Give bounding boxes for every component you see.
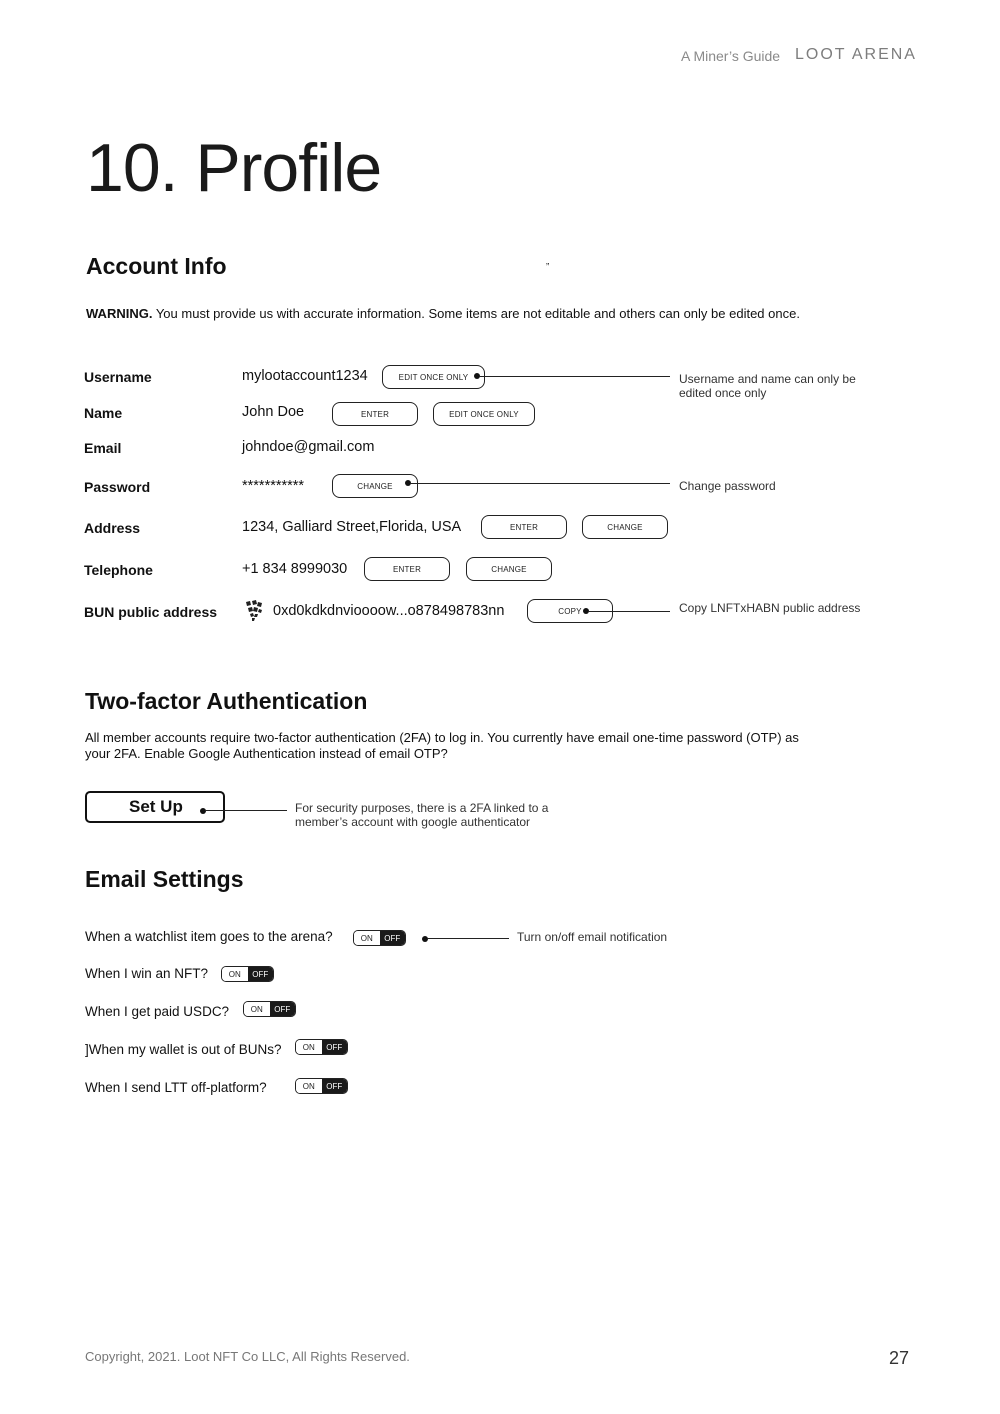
name-edit-once-button[interactable]: EDIT ONCE ONLY [433, 402, 535, 426]
header-guide-title: A Miner’s Guide [681, 48, 781, 64]
name-value: John Doe [242, 404, 305, 420]
password-note: Change password [679, 479, 776, 493]
bun-address-label: BUN public address [84, 604, 218, 620]
toggle-on-label: ON [222, 967, 248, 981]
username-note: Username and name can only be edited once only [679, 372, 856, 400]
telephone-change-button[interactable]: CHANGE [466, 557, 552, 581]
address-enter-button[interactable]: ENTER [481, 515, 567, 539]
toggle-off-label: OFF [380, 931, 406, 945]
copy-note: Copy LNFTxHABN public address [679, 601, 861, 615]
callout-line [427, 938, 509, 939]
callout-line [205, 810, 287, 811]
toggle-off-label: OFF [270, 1002, 296, 1016]
email-toggle-watchlist[interactable] [353, 930, 406, 946]
account-warning [86, 306, 800, 321]
email-toggle-paid-usdc[interactable] [243, 1001, 296, 1017]
username-value: mylootaccount1234 [242, 368, 368, 384]
brand-logo: LOOT ARENA [795, 46, 917, 63]
password-change-button[interactable]: CHANGE [332, 474, 418, 498]
warning-text: You must provide us with accurate information. Some items are not editable and others can only be edited once. [152, 306, 800, 321]
toggle-off-label: OFF [322, 1040, 348, 1054]
toggle-on-label: ON [296, 1040, 322, 1054]
toggle-on-label: ON [354, 931, 380, 945]
tfa-description: All member accounts require two-factor authentication (2FA) to log in. You currently have email one-time password (OTP) as your 2FA. Enable Google Authentication instead of email OTP? [85, 730, 799, 761]
toggle-on-label: ON [244, 1002, 270, 1016]
password-value: *********** [242, 478, 305, 494]
stray-quote-mark: ” [546, 262, 550, 273]
footer-copyright: Copyright, 2021. Loot NFT Co LLC, All Rights Reserved. [85, 1349, 410, 1364]
email-value: johndoe@gmail.com [242, 439, 375, 455]
toggle-off-label: OFF [322, 1079, 348, 1093]
callout-line [588, 611, 670, 612]
callout-dot [422, 936, 428, 942]
toggle-on-label: ON [296, 1079, 322, 1093]
page-title: 10. Profile [86, 130, 382, 206]
address-label: Address [84, 520, 141, 536]
tfa-heading: Two-factor Authentication [85, 688, 368, 714]
password-label: Password [84, 479, 151, 495]
email-settings-heading: Email Settings [85, 866, 244, 892]
warning-label: WARNING. [86, 306, 153, 321]
email-setting-question: When a watchlist item goes to the arena? [85, 929, 333, 944]
bun-copy-button[interactable]: COPY [527, 599, 613, 623]
account-info-heading: Account Info [86, 253, 227, 279]
toggle-off-label: OFF [248, 967, 274, 981]
email-toggle-send-ltt[interactable] [295, 1078, 348, 1094]
email-setting-question: When I get paid USDC? [85, 1004, 230, 1019]
email-toggle-out-of-buns[interactable] [295, 1039, 348, 1055]
tfa-note: For security purposes, there is a 2FA linked to a member’s account with google authenticator [295, 801, 549, 829]
bun-token-icon [244, 600, 264, 622]
address-change-button[interactable]: CHANGE [582, 515, 668, 539]
username-edit-once-button[interactable]: EDIT ONCE ONLY [382, 365, 485, 389]
callout-line [479, 376, 670, 377]
page-number: 27 [889, 1348, 910, 1368]
callout-line [410, 483, 670, 484]
telephone-enter-button[interactable]: ENTER [364, 557, 450, 581]
email-setting-question: When I win an NFT? [85, 966, 209, 981]
email-label: Email [84, 440, 122, 456]
name-enter-button[interactable]: ENTER [332, 402, 418, 426]
setup-2fa-button[interactable]: Set Up [85, 791, 225, 823]
email-setting-question: ]When my wallet is out of BUNs? [85, 1042, 282, 1057]
telephone-label: Telephone [84, 562, 153, 578]
callout-dot [200, 808, 206, 814]
email-toggle-win-nft[interactable] [221, 966, 274, 982]
email-settings-note: Turn on/off email notification [517, 930, 668, 944]
telephone-value: +1 834 8999030 [242, 561, 348, 577]
bun-address-value: 0xd0kdkdnvioooow...o878498783nn [273, 603, 505, 619]
email-setting-question: When I send LTT off-platform? [85, 1080, 267, 1095]
username-label: Username [84, 369, 152, 385]
name-label: Name [84, 405, 123, 421]
address-value: 1234, Galliard Street,Florida, USA [242, 519, 462, 535]
